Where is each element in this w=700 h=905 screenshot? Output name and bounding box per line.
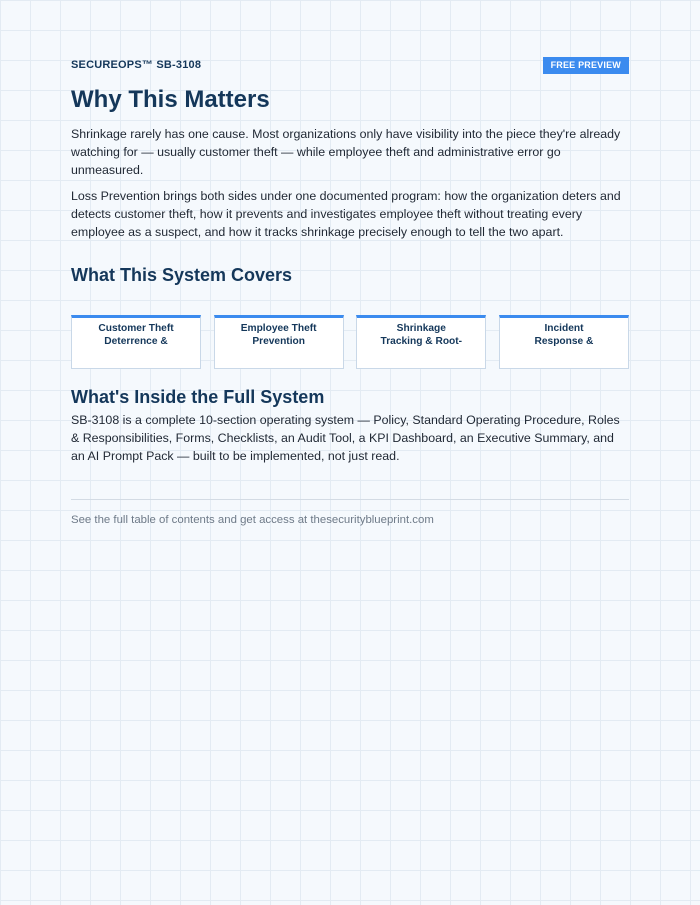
brand-label: SECUREOPS™ SB-3108 (71, 58, 202, 71)
free-preview-badge: FREE PREVIEW (543, 57, 629, 74)
card-line: Shrinkage (396, 323, 446, 334)
card-line: Employee Theft (240, 323, 317, 334)
card-incident (499, 315, 629, 369)
card-line: Incident (544, 323, 584, 334)
card-line: Deterrence & (104, 336, 168, 347)
divider (71, 499, 629, 500)
why-paragraph-2: Loss Prevention brings both sides under one documented program: how the organization deters and detects customer theft, how it prevents and investigates employee theft without treating every employee as a suspect, and how it tracks shrinkage precisely enough to tell the two apart. (71, 189, 621, 239)
footer-cta-text: See the full table of contents and get access at thesecurityblueprint.com (71, 514, 434, 526)
covers-heading: What This System Covers (71, 265, 293, 285)
inside-paragraph: SB-3108 is a complete 10-section operating system — Policy, Standard Operating Procedure, Roles & Responsibilities, Forms, Checklists, an Audit Tool, a KPI Dashboard, an Executive Summary, and an AI Prompt Pack — built to be implemented, not just read. (71, 413, 620, 463)
inside-heading: What's Inside the Full System (71, 387, 325, 407)
card-customer-theft (71, 315, 201, 369)
page-title: Why This Matters (71, 86, 270, 113)
covers-card-row (71, 315, 629, 369)
card-shrinkage (356, 315, 486, 369)
card-line: Customer Theft (98, 323, 174, 334)
header-bar (71, 56, 629, 73)
preview-page (71, 56, 629, 528)
card-line: Tracking & Root- (380, 336, 463, 347)
card-line: Response & (534, 336, 594, 347)
why-paragraph-1: Shrinkage rarely has one cause. Most organizations only have visibility into the piece they're already watching for — usually customer theft — while employee theft and administrative error go unmeasured. (71, 127, 621, 177)
card-employee-theft (214, 315, 344, 369)
card-line: Prevention (252, 336, 305, 347)
